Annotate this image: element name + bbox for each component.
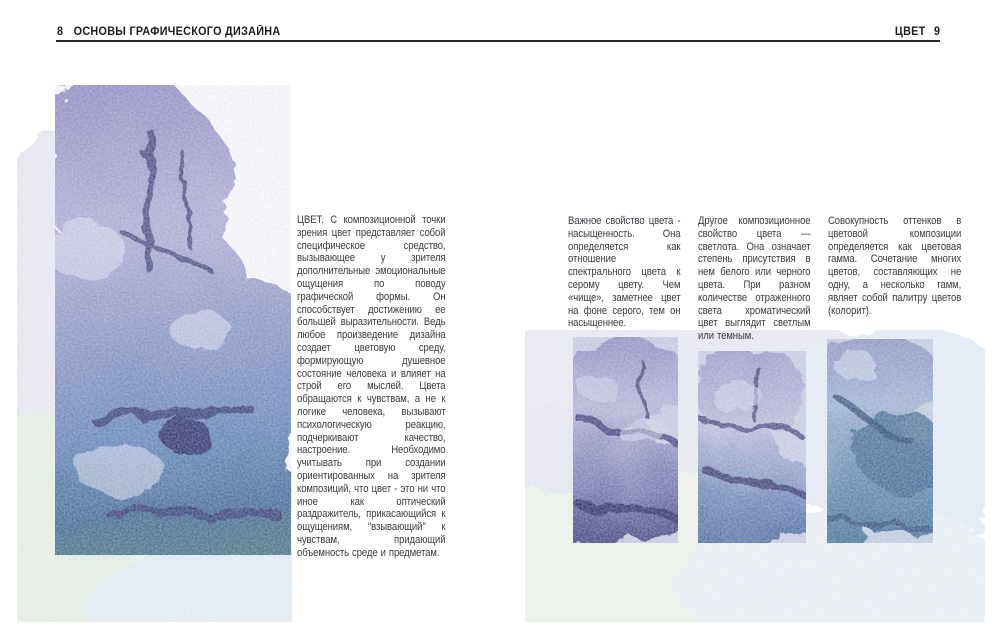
page-number-right: 9 [933, 26, 940, 38]
right-page-column-saturation: Важное свойство цвета - насыщенность. Она определяется как отношение спектрального цвета к серому цвету. Чем «чище», заметнее цвет на фоне серого, тем он насыщеннее. [568, 215, 681, 330]
left-page-body-column: ЦВЕТ. С композиционной точки зрения цвет представляет собой специфическое средство, вызывающее у зрителя дополнительные эмоциональные ощущения по поводу графической формы. Он способствует достижению ее большей выразительности. Ведь любое произведение дизайна создает цветовую среду, формирующую душевное состояние человека и влияет на строй его мыслей. Цвета обращаются к чувствам, а не к логике человека, вызывают психологическую реакцию, подчеркивают качество, настроение. Необходимо учитывать при создании ориентированных на зрителя композиций, что цвет - это ни что иное как оптический раздражитель, прикасающийся к ощущениям, "взывающий" к чувствам, придающий объемность среде и предметам. [297, 214, 446, 559]
page-number-left: 8 [57, 26, 64, 38]
right-page-column-gamma: Совокупность оттенков в цветовой композиции определяется как цветовая гамма. Сочетание многих цветов, составляющих не одну, а несколько гамм, являет собой палитру цветов (колорит). [828, 215, 962, 317]
header-rule [56, 40, 940, 42]
running-head-right-title: ЦВЕТ [894, 26, 926, 38]
right-page-column-lightness: Другое композиционное свойство цвета — светлота. Она означает степень присутствия в нем белого или черного цвета. При разном количестве отраженного света хроматический цвет выглядит светлым или темным. [698, 215, 811, 343]
running-head-left-title: ОСНОВЫ ГРАФИЧЕСКОГО ДИЗАЙНА [73, 26, 281, 38]
running-head-left [57, 26, 280, 38]
running-head-right [895, 26, 940, 38]
